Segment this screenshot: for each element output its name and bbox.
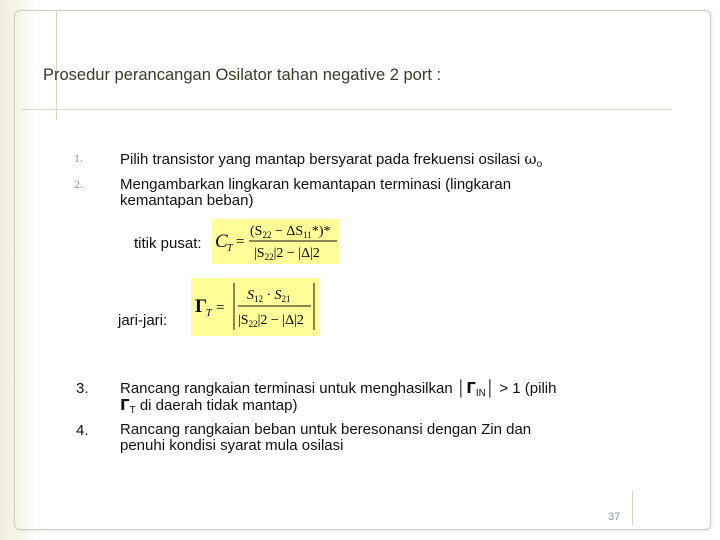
list-number-3: 3.	[76, 380, 89, 397]
slide-title: Prosedur perancangan Osilator tahan negative 2 port :	[43, 66, 442, 84]
list-item-4-line-1: Rancang rangkaian beban untuk beresonansi dengan Zin dan	[120, 421, 532, 438]
list-item-4-line-2: penuhi kondisi syarat mula osilasi	[120, 437, 344, 454]
center-denominator: $|S_{22}|2 - |\Delta|2$	[254, 246, 320, 262]
list-item-2-line-2: kemantapan beban)	[120, 192, 254, 209]
radius-formula	[191, 278, 319, 336]
radius-numerator: $S_{12} \cdot S_{21}$	[247, 288, 291, 304]
center-label: titik pusat:	[134, 235, 202, 252]
slide-frame	[14, 10, 711, 530]
list-item-3-line-1: Rancang rangkaian terminasi untuk menghasilkan $│\Gamma_{IN}│ > 1$ (pilih	[120, 379, 557, 399]
page-number-divider	[632, 490, 633, 526]
radius-denominator: $|S_{22}|2 - |\Delta|2$	[238, 313, 304, 329]
omega-symbol: ω	[524, 150, 537, 168]
list-number-2: 2.	[74, 177, 83, 191]
gamma-symbol: Γ	[466, 379, 476, 397]
list-item-3-line-2: $\Gamma_T$ di daerah tidak mantap)	[120, 396, 298, 416]
radius-equals: =	[216, 300, 225, 316]
list-item-2-line-1: Mengambarkan lingkaran kemantapan terminasi (lingkaran	[120, 176, 512, 193]
center-lhs-sub: T	[227, 243, 233, 254]
page-number: 37	[608, 511, 621, 523]
omega-subscript: o	[536, 159, 543, 170]
list-number-4: 4.	[76, 422, 89, 439]
list-item-1-text: Pilih transistor yang mantap bersyarat pada frekuensi osilasi	[120, 151, 525, 168]
center-equals: =	[236, 234, 245, 250]
center-formula-box	[212, 219, 339, 264]
title-divider-vertical	[56, 10, 57, 120]
radius-label: jari-jari:	[118, 312, 168, 329]
radius-formula-box	[191, 278, 319, 336]
gamma-t-subscript: T	[129, 405, 136, 416]
list-number-1: 1.	[74, 151, 83, 165]
list-item-1	[120, 151, 542, 170]
gamma-in-subscript: IN	[475, 388, 486, 399]
center-lhs: C	[215, 231, 228, 252]
title-divider-horizontal	[22, 109, 672, 110]
radius-lhs: Γ	[195, 296, 208, 317]
radius-lhs-sub: T	[206, 308, 212, 319]
center-numerator: $(S_{22} - \Delta S_{11}*)*$	[250, 224, 331, 240]
center-formula	[212, 219, 339, 264]
gamma-symbol: Γ	[120, 396, 130, 414]
